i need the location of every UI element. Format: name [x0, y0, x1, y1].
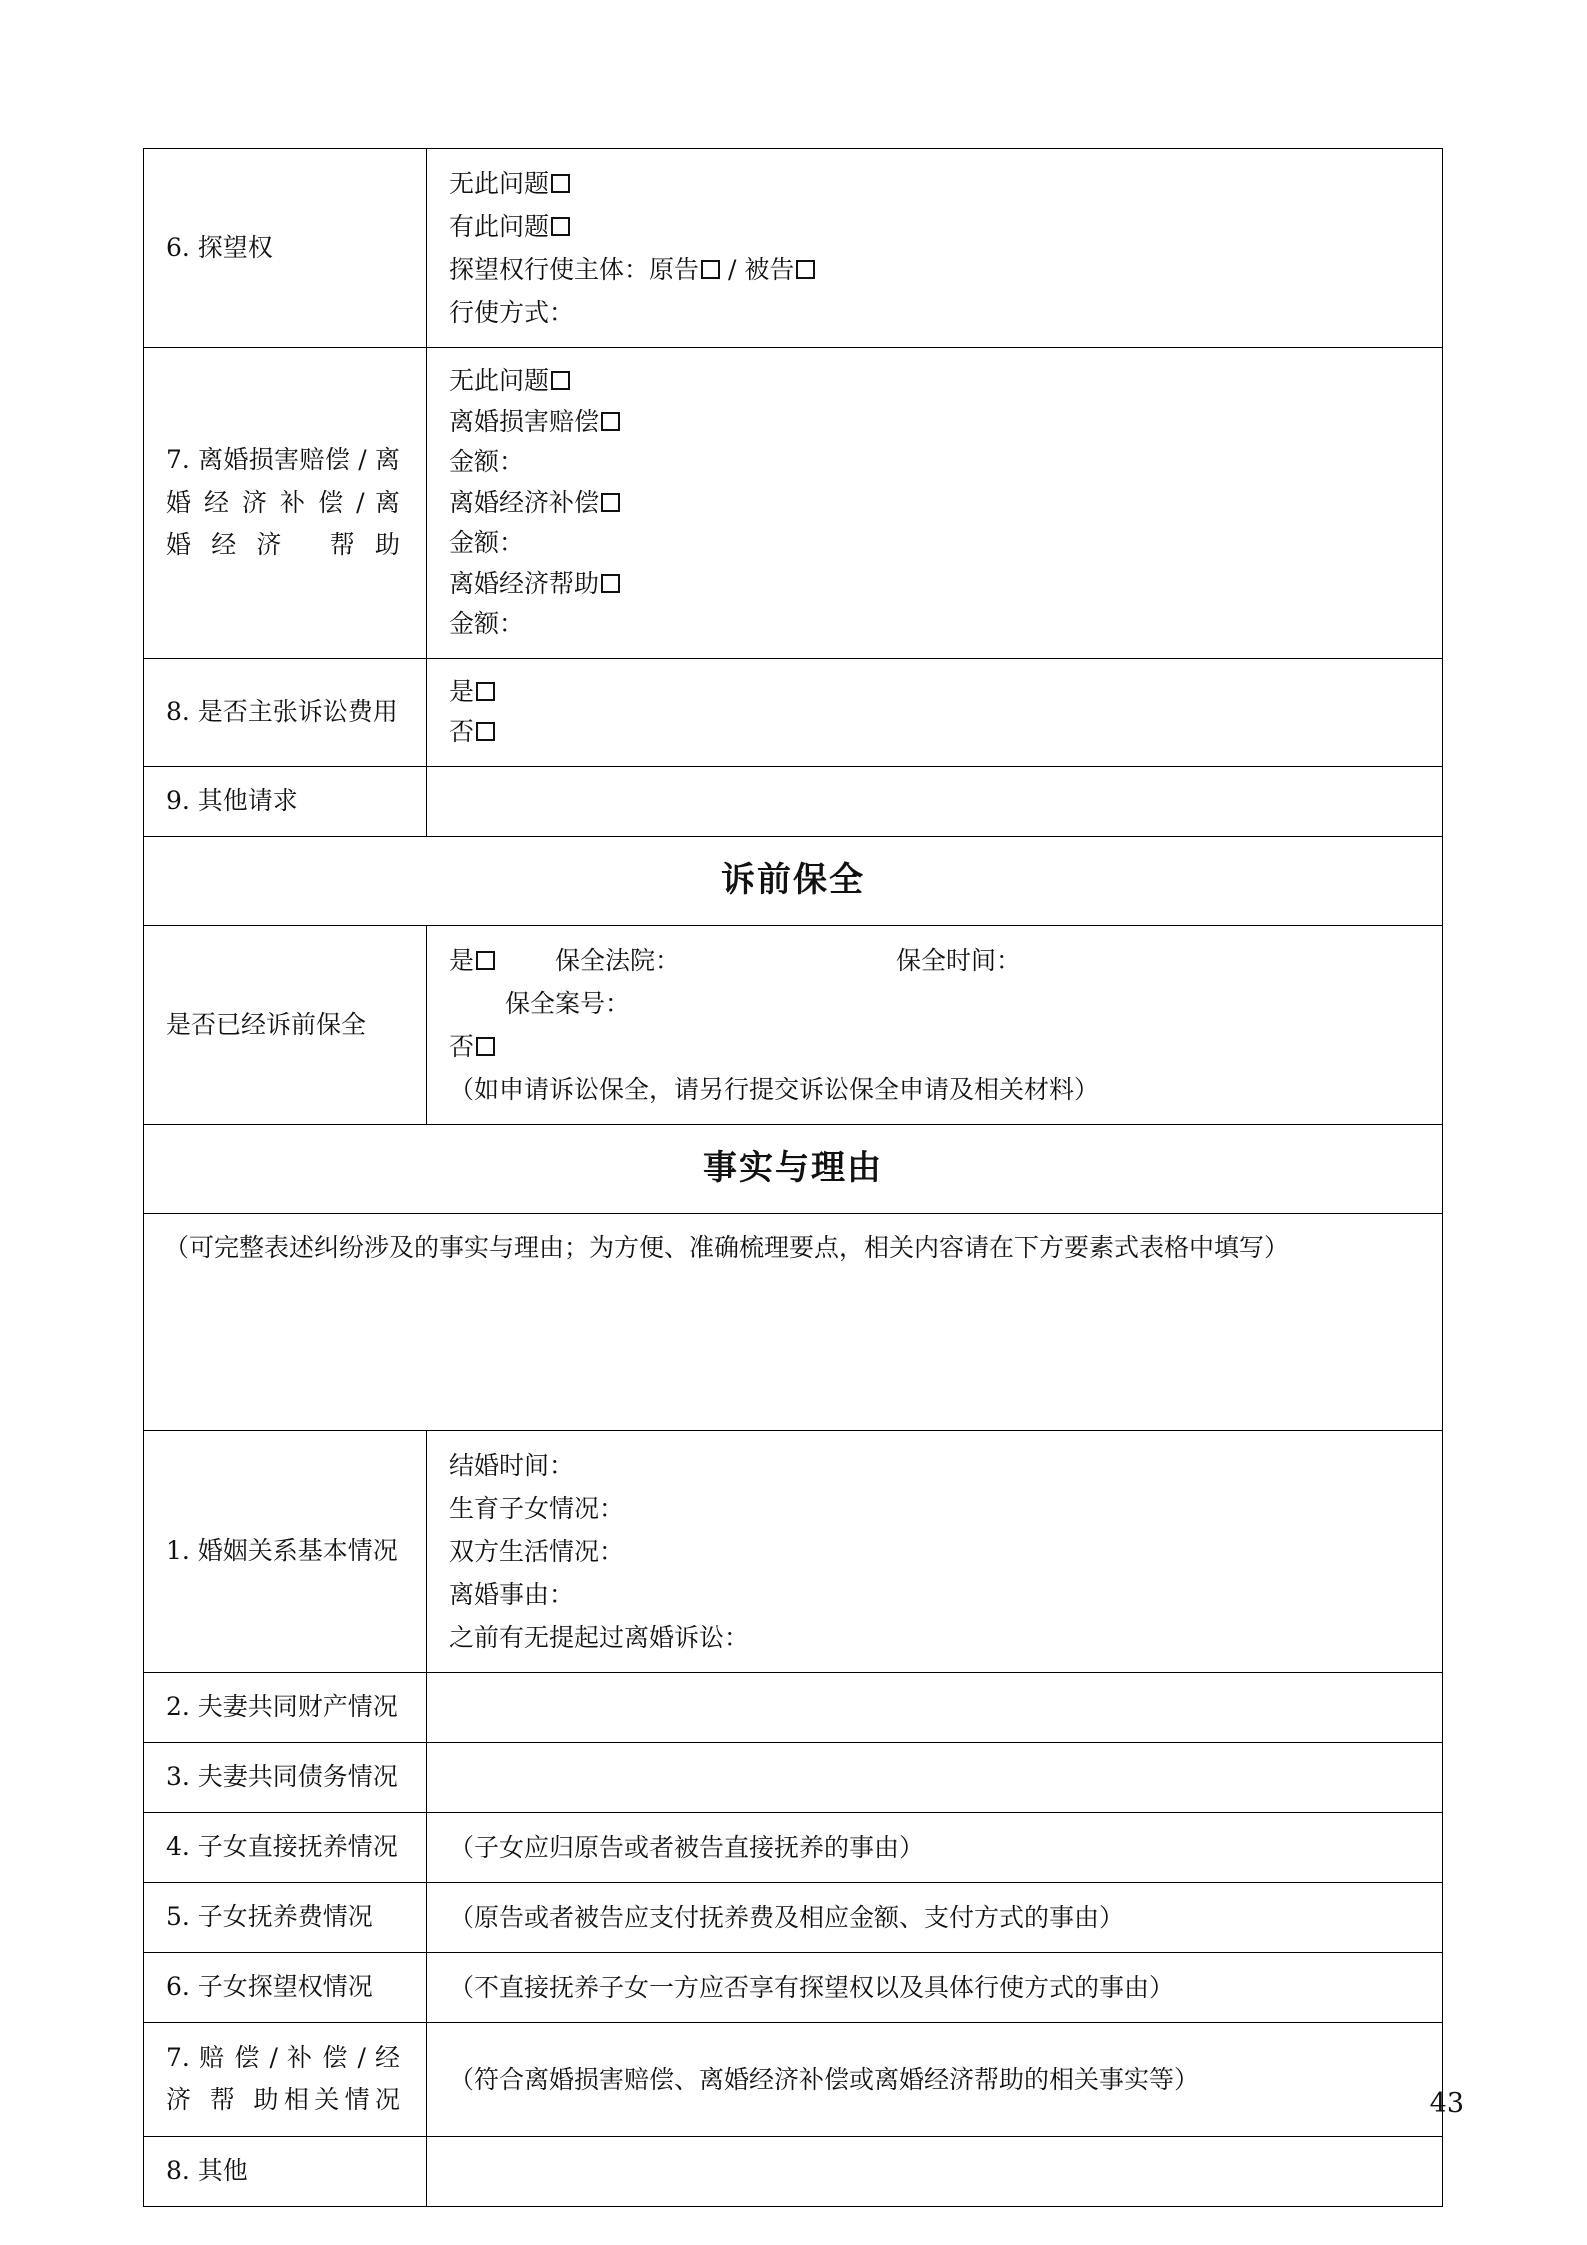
row-value[interactable] [427, 1673, 1442, 1742]
table-row [144, 2136, 1443, 2206]
row-label: 7. 离婚损害赔偿 / 离婚 经 济 补 偿 / 离 婚经济 帮助 [166, 445, 400, 559]
option-line [449, 672, 1442, 713]
checkbox-icon[interactable] [551, 371, 570, 390]
row-value-hint: （子女应归原告或者被告直接抚养的事由） [449, 1832, 925, 1862]
table-row [144, 766, 1443, 836]
field-line: 行使方式： [449, 298, 575, 327]
row-value-hint: （不直接抚养子女一方应否享有探望权以及具体行使方式的事由） [449, 1972, 1175, 2002]
option-label: 否 [449, 717, 475, 746]
checkbox-icon[interactable] [601, 412, 620, 431]
row-label-cell [144, 766, 427, 836]
option-label: 有此问题 [449, 212, 550, 241]
court-label: 保全法院： [555, 945, 681, 975]
form-sheet [143, 148, 1443, 2207]
row-label-cell [144, 1430, 427, 1672]
row-value-cell [427, 1430, 1443, 1672]
preservation-no-line [449, 1025, 1442, 1068]
time-label: 保全时间： [896, 945, 1022, 975]
checkbox-icon[interactable] [551, 217, 570, 236]
field-line: 生育子女情况： [449, 1493, 625, 1523]
row-label-cell [144, 925, 427, 1124]
preservation-note: （如申请诉讼保全，请另行提交诉讼保全申请及相关材料） [449, 1074, 1100, 1104]
row-label: 6. 子女探望权情况 [166, 1972, 373, 2002]
row-value [427, 348, 1442, 658]
row-label: 7. 赔 偿 / 补 偿 / 经 济 帮 助相关情况 [166, 2042, 400, 2115]
row-value-cell[interactable] [427, 1742, 1443, 1812]
option-line [449, 564, 1442, 605]
checkbox-icon-defendant[interactable] [796, 260, 815, 279]
row-value-cell[interactable] [427, 1952, 1443, 2022]
checkbox-icon-yes[interactable] [476, 951, 495, 970]
section-header-row [144, 1124, 1443, 1213]
table-row [144, 1430, 1443, 1672]
row-value-empty[interactable] [427, 767, 1442, 836]
preservation-yes-line [449, 939, 1442, 982]
option-label: 探望权行使主体：原告 [449, 255, 700, 284]
option-label: 是 [449, 676, 475, 706]
checkbox-icon-no[interactable] [476, 1037, 495, 1056]
field-line: 结婚时间： [449, 1450, 575, 1480]
no-label: 否 [449, 1031, 475, 1061]
row-value [427, 1431, 1442, 1672]
option-label: 无此问题 [449, 366, 550, 395]
row-label-cell [144, 1742, 427, 1812]
section-title-preservation: 诉前保全 [721, 859, 865, 900]
row-label-cell [144, 1672, 427, 1742]
row-value-cell [427, 348, 1443, 659]
row-label-cell [144, 658, 427, 766]
row-label-cell [144, 1882, 427, 1952]
table-row [144, 658, 1443, 766]
yes-label: 是 [449, 945, 475, 975]
row-label: 9. 其他请求 [166, 786, 298, 815]
field-line: 金额： [449, 447, 525, 476]
row-label-cell [144, 2022, 427, 2136]
checkbox-icon-plaintiff[interactable] [701, 260, 720, 279]
table-row [144, 1742, 1443, 1812]
row-value-cell[interactable] [427, 766, 1443, 836]
option-label: 离婚损害赔偿 [449, 406, 600, 436]
table-row [144, 1812, 1443, 1882]
section-title-facts: 事实与理由 [703, 1147, 883, 1188]
option-line [449, 205, 1442, 248]
row-label: 2. 夫妻共同财产情况 [166, 1692, 398, 1722]
checkbox-icon[interactable] [601, 493, 620, 512]
row-value[interactable] [427, 2137, 1442, 2206]
table-row [144, 2022, 1443, 2136]
row-value-cell[interactable] [427, 2136, 1443, 2206]
option-line [449, 248, 1442, 291]
page-number: 43 [1429, 2088, 1464, 2119]
row-value-hint: （符合离婚损害赔偿、离婚经济补偿或离婚经济帮助的相关事实等） [449, 2064, 1200, 2094]
row-value [427, 926, 1442, 1124]
case-no-label: 保全案号： [505, 988, 631, 1018]
row-value[interactable] [427, 1743, 1442, 1812]
section-header-cell [144, 836, 1443, 925]
table-row [144, 1882, 1443, 1952]
option-line [449, 361, 1442, 402]
option-label: 离婚经济帮助 [449, 568, 600, 598]
row-value-cell[interactable] [427, 1672, 1443, 1742]
table-row [144, 925, 1443, 1124]
facts-note-cell[interactable] [144, 1213, 1443, 1430]
claims-and-facts-table [143, 148, 1443, 2207]
option-line [449, 712, 1442, 753]
facts-note: （可完整表述纠纷涉及的事实与理由；为方便、准确梳理要点，相关内容请在下方要素式表格中填写） [164, 1232, 1290, 1262]
option-label: 离婚经济补偿 [449, 487, 600, 517]
table-row [144, 1672, 1443, 1742]
field-line: 双方生活情况： [449, 1536, 625, 1566]
field-line: 金额： [449, 528, 525, 557]
checkbox-icon-yes[interactable] [476, 682, 495, 701]
row-label: 5. 子女抚养费情况 [166, 1902, 373, 1932]
row-value-hint: （原告或者被告应支付抚养费及相应金额、支付方式的事由） [449, 1902, 1125, 1932]
checkbox-icon[interactable] [601, 574, 620, 593]
row-value-cell[interactable] [427, 1882, 1443, 1952]
field-line: 之前有无提起过离婚诉讼： [449, 1622, 750, 1652]
section-header-cell [144, 1124, 1443, 1213]
row-label: 1. 婚姻关系基本情况 [166, 1536, 398, 1566]
row-value-cell[interactable] [427, 2022, 1443, 2136]
row-label-cell [144, 1952, 427, 2022]
checkbox-icon[interactable] [551, 174, 570, 193]
row-value-cell[interactable] [427, 1812, 1443, 1882]
row-label-cell [144, 348, 427, 659]
row-label: 3. 夫妻共同债务情况 [166, 1762, 398, 1792]
table-row [144, 348, 1443, 659]
row-label-cell [144, 2136, 427, 2206]
row-label-cell [144, 1812, 427, 1882]
row-value-cell [427, 925, 1443, 1124]
row-label: 8. 是否主张诉讼费用 [166, 697, 398, 726]
checkbox-icon-no[interactable] [476, 722, 495, 741]
facts-note-row [144, 1213, 1443, 1430]
option-label: 无此问题 [449, 169, 550, 198]
section-header-row [144, 836, 1443, 925]
row-value [427, 659, 1442, 766]
option-label-2: / 被告 [720, 255, 795, 284]
option-line [449, 483, 1442, 524]
facts-freetext-area[interactable] [144, 1282, 1442, 1430]
preservation-caseno-line [449, 982, 1442, 1025]
row-value [427, 149, 1442, 347]
option-line [449, 402, 1442, 443]
row-label: 6. 探望权 [166, 233, 273, 262]
table-row [144, 1952, 1443, 2022]
field-line: 离婚事由： [449, 1579, 575, 1609]
row-value-cell [427, 149, 1443, 348]
row-label: 8. 其他 [166, 2156, 248, 2186]
row-label: 4. 子女直接抚养情况 [166, 1832, 398, 1862]
row-value-cell [427, 658, 1443, 766]
option-line [449, 162, 1442, 205]
row-label: 是否已经诉前保全 [166, 1009, 367, 1039]
table-row [144, 149, 1443, 348]
row-label-cell [144, 149, 427, 348]
field-line: 金额： [449, 609, 525, 638]
